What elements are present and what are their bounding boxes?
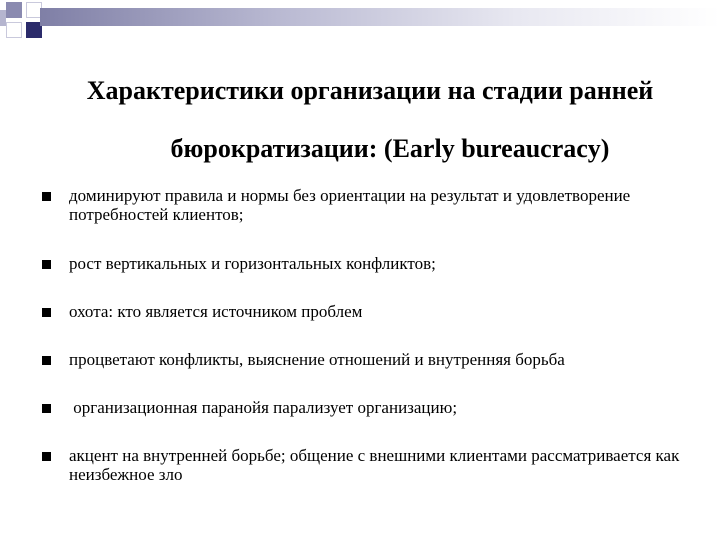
bullet-square-icon	[42, 452, 51, 461]
bullet-text: охота: кто является источником проблем	[69, 302, 363, 321]
bullet-square-icon	[42, 308, 51, 317]
bullet-item	[42, 350, 682, 369]
bullet-text: организационная паранойя парализует организацию;	[69, 398, 458, 417]
bullet-text: акцент на внутренней борьбе; общение с внешними клиентами рассматривается как неизбежное зло	[69, 446, 680, 484]
slide-title-line-2: бюрократизации: (Early bureaucracy)	[170, 134, 610, 163]
bullet-item	[42, 446, 682, 484]
slide-title-line-1: Характеристики организации на стадии ранней	[86, 76, 654, 105]
bullet-item	[42, 398, 682, 417]
bullet-item	[42, 186, 682, 224]
bullet-text: рост вертикальных и горизонтальных конфликтов;	[69, 254, 436, 273]
bullet-item	[42, 254, 682, 273]
bullet-text: доминируют правила и нормы без ориентации на результат и удовлетворение потребностей клиентов;	[69, 186, 631, 224]
bullet-text: процветают конфликты, выяснение отношений и внутренняя борьба	[69, 350, 565, 369]
bullet-square-icon	[42, 260, 51, 269]
bullet-square-icon	[42, 356, 51, 365]
bullet-square-icon	[42, 192, 51, 201]
bullet-item	[42, 302, 682, 321]
bullet-square-icon	[42, 404, 51, 413]
